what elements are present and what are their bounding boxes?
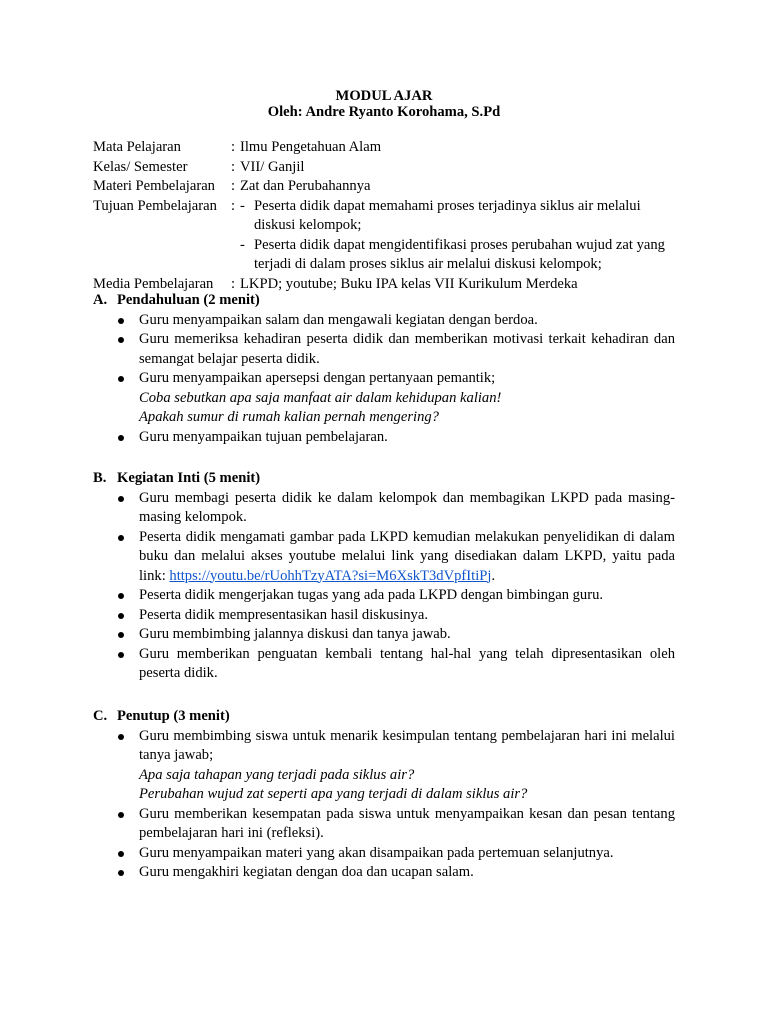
- lesson-info: [93, 138, 683, 294]
- goal-item: [240, 236, 683, 275]
- section-title: Pendahuluan (2 menit): [117, 292, 260, 308]
- bullet-icon: [118, 593, 124, 599]
- question-text: Apa saja tahapan yang terjadi pada siklus air?: [139, 766, 415, 783]
- question-text: Coba sebutkan apa saja manfaat air dalam kehidupan kalian!: [139, 389, 502, 406]
- info-colon: :: [231, 158, 236, 175]
- section-letter: B.: [93, 470, 107, 486]
- bullet-icon: [118, 851, 124, 857]
- section-heading: [93, 707, 675, 727]
- item-text: Guru memeriksa kehadiran peserta didik dan memberikan motivasi terkait kehadiran dan semangat belajar peserta didik.: [139, 331, 675, 367]
- bullet-icon: [118, 870, 124, 876]
- document-title: MODUL AJAR: [335, 88, 433, 104]
- list-item: [93, 863, 675, 883]
- item-text-end: .: [491, 567, 496, 584]
- info-value: Zat dan Perubahannya: [240, 178, 371, 194]
- bullet-icon: [118, 496, 124, 502]
- section-heading: [93, 291, 675, 311]
- info-label: Materi Pembelajaran: [93, 178, 215, 194]
- list-item: [93, 428, 675, 448]
- info-row-class: [93, 158, 683, 178]
- list-item: [93, 489, 675, 528]
- section-pendahuluan: [93, 291, 675, 447]
- section-title: Penutup (3 menit): [117, 708, 230, 724]
- bullet-icon: [118, 632, 124, 638]
- bullet-icon: [118, 435, 124, 441]
- document-author: Oleh: Andre Ryanto Korohama, S.Pd: [267, 104, 501, 120]
- item-text: Guru membagi peserta didik ke dalam kelompok dan membagikan LKPD pada masing-masing kelompok.: [139, 489, 675, 525]
- info-row-goals: [93, 197, 683, 275]
- info-colon: :: [231, 197, 236, 214]
- list-item: [93, 311, 675, 331]
- item-text: Guru memberikan penguatan kembali tentang hal-hal yang telah dipresentasikan oleh peserta didik.: [139, 645, 675, 681]
- list-item: [93, 528, 675, 587]
- bullet-icon: [118, 535, 124, 541]
- item-text: Guru mengakhiri kegiatan dengan doa dan ucapan salam.: [139, 864, 474, 880]
- info-colon: :: [231, 178, 236, 194]
- item-text: Peserta didik mempresentasikan hasil diskusinya.: [139, 606, 428, 623]
- dash-marker: -: [240, 197, 245, 214]
- activity-list: [93, 311, 675, 448]
- list-item: [93, 805, 675, 844]
- section-title: Kegiatan Inti (5 menit): [117, 470, 261, 486]
- bullet-icon: [118, 318, 124, 324]
- item-text: Guru memberikan kesempatan pada siswa untuk menyampaikan kesan dan pesan tentang pembelajaran hari ini (refleksi).: [139, 805, 675, 841]
- section-heading: [93, 469, 675, 489]
- activity-list: [93, 489, 675, 684]
- info-value: LKPD; youtube; Buku IPA kelas VII Kurikulum Merdeka: [240, 275, 578, 292]
- info-label: Mata Pelajaran: [93, 139, 181, 155]
- section-letter: C.: [93, 708, 108, 724]
- info-colon: :: [231, 139, 236, 155]
- info-row-subject: [93, 138, 683, 158]
- item-text: Guru membimbing siswa untuk menarik kesimpulan tentang pembelajaran hari ini melalui tanya jawab;: [139, 727, 675, 763]
- bullet-icon: [118, 337, 124, 343]
- info-label: Kelas/ Semester: [93, 158, 188, 175]
- item-text: Peserta didik mengamati gambar pada LKPD kemudian melakukan penyelidikan di dalam buku dan melalui akses youtube melalui link yang disediakan dalam LKPD, yaitu pada link:: [139, 528, 675, 584]
- info-value: Ilmu Pengetahuan Alam: [240, 139, 382, 155]
- info-label: Media Pembelajaran: [93, 275, 214, 292]
- goal-text: Peserta didik dapat mengidentifikasi proses perubahan wujud zat yang terjadi di dalam proses siklus air melalui diskusi kelompok;: [254, 236, 665, 272]
- bullet-icon: [118, 734, 124, 740]
- list-item: [93, 369, 675, 428]
- item-text: Guru menyampaikan salam dan mengawali kegiatan dengan berdoa.: [139, 311, 538, 328]
- info-colon: :: [231, 275, 236, 292]
- question-text: Apakah sumur di rumah kalian pernah mengering?: [139, 409, 439, 425]
- bullet-icon: [118, 812, 124, 818]
- list-item: [93, 625, 675, 645]
- dash-marker: -: [240, 236, 245, 253]
- bullet-icon: [118, 613, 124, 619]
- item-text: Guru menyampaikan apersepsi dengan pertanyaan pemantik;: [139, 370, 496, 386]
- activity-list: [93, 727, 675, 883]
- item-text: Guru membimbing jalannya diskusi dan tanya jawab.: [139, 626, 451, 642]
- goal-item: [240, 197, 683, 236]
- item-text: Peserta didik mengerjakan tugas yang ada pada LKPD dengan bimbingan guru.: [139, 587, 604, 603]
- list-item: [93, 727, 675, 805]
- list-item: [93, 606, 675, 626]
- list-item: [93, 844, 675, 864]
- section-letter: A.: [93, 292, 108, 308]
- list-item: [93, 645, 675, 684]
- bullet-icon: [118, 376, 124, 382]
- info-label: Tujuan Pembelajaran: [93, 197, 217, 214]
- question-text: Perubahan wujud zat seperti apa yang terjadi di dalam siklus air?: [139, 786, 528, 802]
- goals-list: [240, 197, 683, 275]
- list-item: [93, 586, 675, 606]
- bullet-icon: [118, 652, 124, 658]
- goal-text: Peserta didik dapat memahami proses terjadinya siklus air melalui diskusi kelompok;: [254, 197, 641, 233]
- section-penutup: [93, 707, 675, 883]
- list-item: [93, 330, 675, 369]
- item-text: Guru menyampaikan tujuan pembelajaran.: [139, 428, 388, 445]
- info-row-material: [93, 177, 683, 197]
- item-text: Guru menyampaikan materi yang akan disampaikan pada pertemuan selanjutnya.: [139, 844, 614, 861]
- section-kegiatan-inti: [93, 469, 675, 684]
- info-value: VII/ Ganjil: [240, 158, 305, 175]
- youtube-link[interactable]: https://youtu.be/rUohhTzyATA?si=M6XskT3dVpfItiPj: [169, 567, 492, 584]
